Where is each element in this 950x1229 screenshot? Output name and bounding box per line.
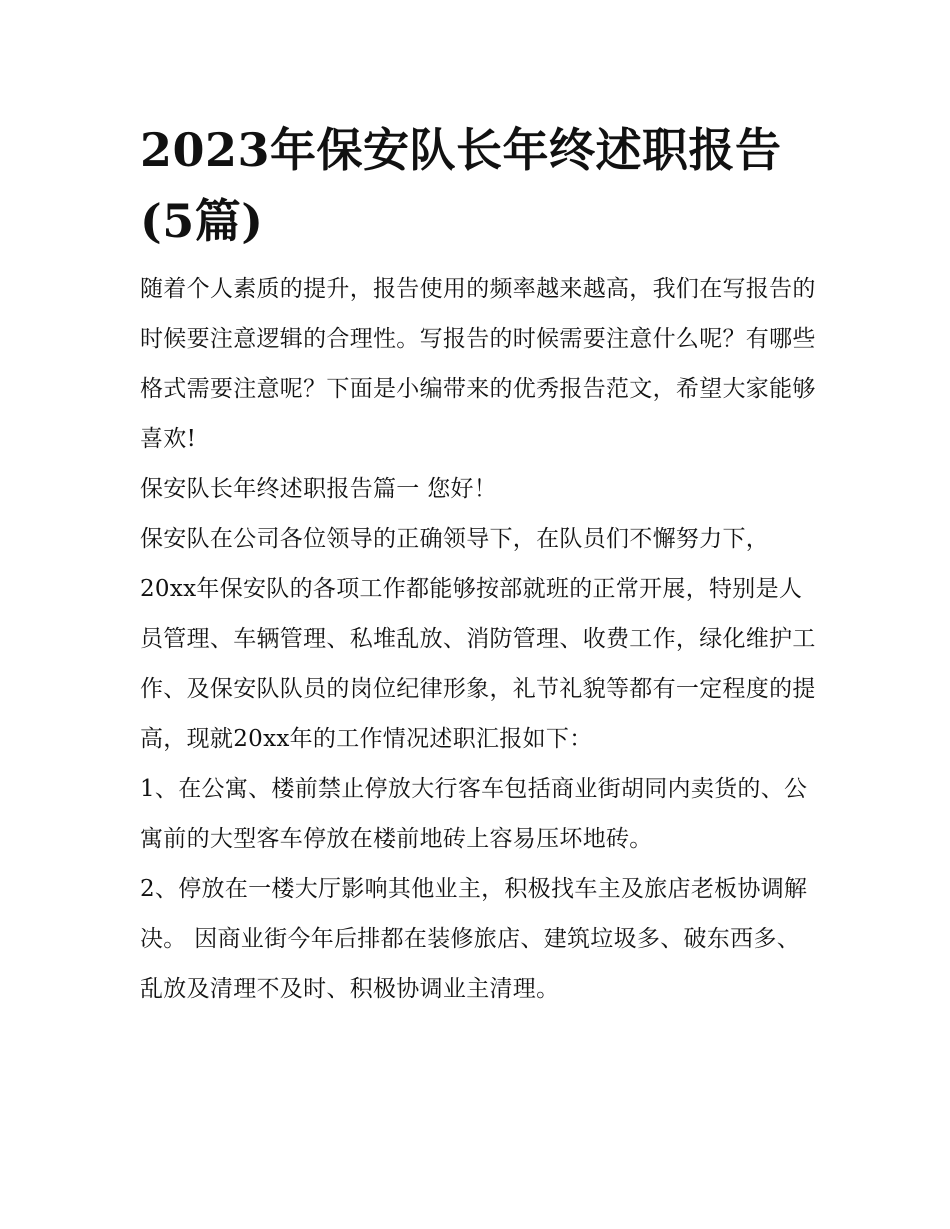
body-paragraph: 保安队在公司各位领导的正确领导下，在队员们不懈努力下，20xx年保安队的各项工作都能够按部就班的正常开展，特别是人员管理、车辆管理、私堆乱放、消防管理、收费工作，绿化维护工作、及保安队队员的岗位纪律形象，礼节礼貌等都有一定程度的提高，现就20xx年的工作情况述职汇报如下： xyxy=(140,525,816,752)
list-item-1: 1、在公寓、楼前禁止停放大行客车包括商业街胡同内卖货的、公寓前的大型客车停放在楼前地砖上容易压坏地砖。 xyxy=(140,775,808,852)
intro-paragraph: 随着个人素质的提升，报告使用的频率越来越高，我们在写报告的时候要注意逻辑的合理性。写报告的时候需要注意什么呢？有哪些格式需要注意呢？下面是小编带来的优秀报告范文，希望大家能够喜欢! xyxy=(140,275,816,452)
section-heading-paragraph: 保安队长年终述职报告篇一 您好！ xyxy=(140,475,498,502)
document-title: 2023年保安队长年终述职报告(5篇) xyxy=(140,123,782,249)
document-page xyxy=(140,115,820,1014)
list-item-2: 2、停放在一楼大厅影响其他业主，积极找车主及旅店老板协调解决。 因商业街今年后排都在装修旅店、建筑垃圾多、破东西多、乱放及清理不及时、积极协调业主清理。 xyxy=(140,875,808,1002)
